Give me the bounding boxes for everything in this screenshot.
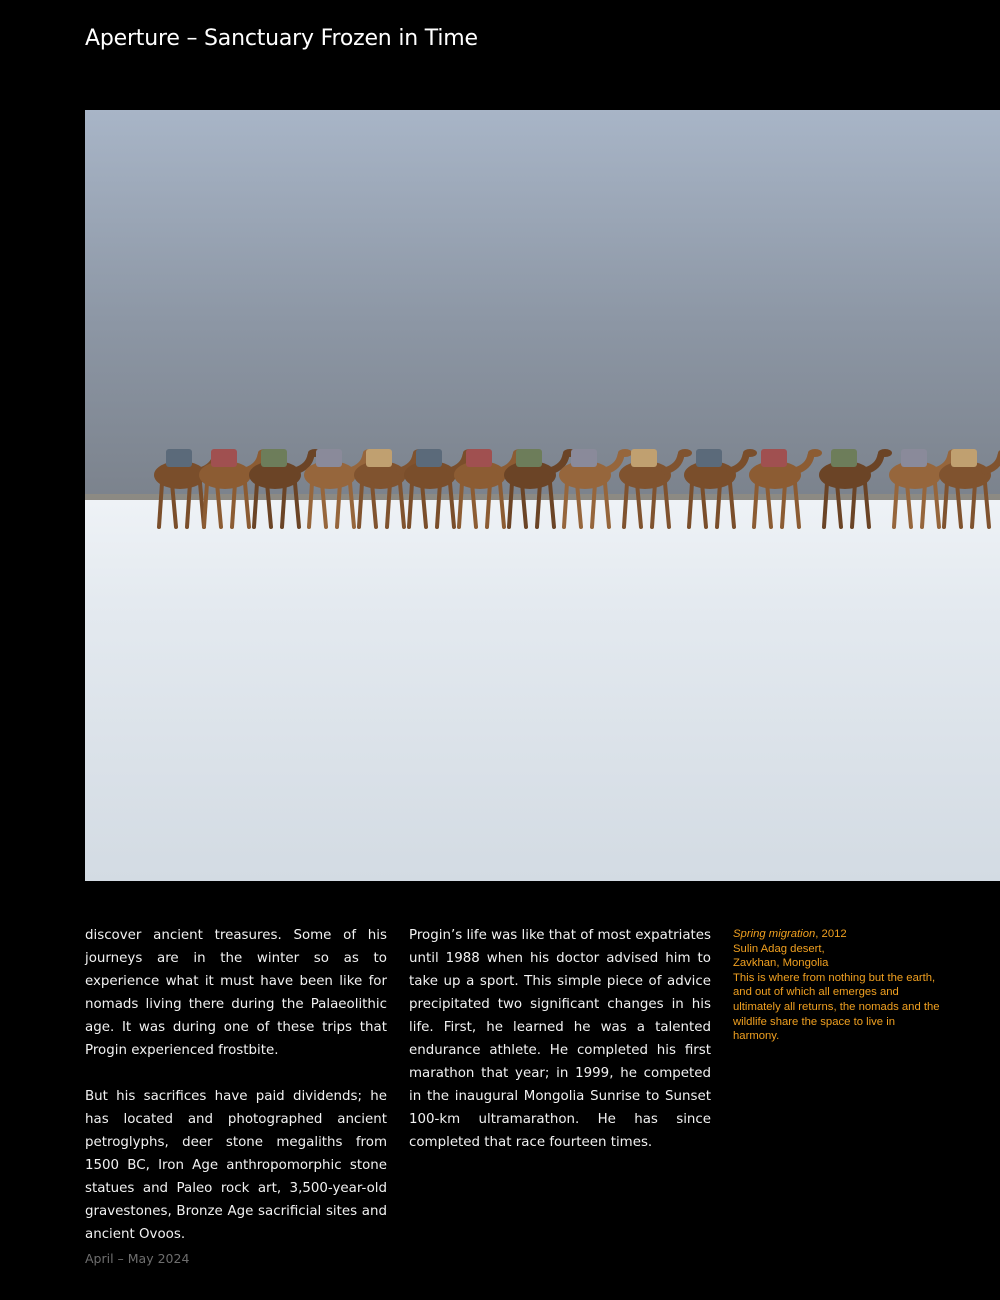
paragraph: But his sacrifices have paid dividends; he has located and photographed ancient petroglyphs, deer stone megaliths from 1500 BC, Iron Age anthropomorphic stone statues and Paleo rock art, 3,500-year-old gravestones, Bronze Age sacrificial sites and ancient Ovoos. — [85, 1089, 387, 1242]
paragraph: Progin’s life was like that of most expatriates until 1988 when his doctor advised him to take up a sport. This simple piece of advice precipitated two significant changes in his life. First, he learned he was a talented endurance athlete. He completed his first marathon that year; in 1999, he competed in the inaugural Mongolia Sunrise to Sunset 100-km ultramarathon. He has since completed that race fourteen times. — [409, 928, 711, 1150]
caption-year: , 2012 — [815, 928, 847, 940]
paragraph: discover ancient treasures. Some of his journeys are in the winter so as to experience what it must have been like for nomads living there during the Palaeolithic age. It was during one of these trips that Progin experienced frostbite. — [85, 928, 387, 1058]
caption-title — [733, 927, 943, 942]
page-title: Aperture – Sanctuary Frozen in Time — [85, 26, 478, 51]
caption-location: Zavkhan, Mongolia — [733, 957, 829, 970]
article-column-2 — [409, 924, 711, 1177]
caption-location: Sulin Adag desert, — [733, 942, 825, 955]
sky — [85, 110, 1000, 502]
camel-caravan-photo — [85, 110, 1000, 881]
issue-date: April – May 2024 — [85, 1251, 190, 1266]
snow-ground — [85, 500, 1000, 881]
article-column-1 — [85, 924, 387, 1269]
photo-caption — [733, 927, 943, 1044]
caption-title-italic: Spring migration — [733, 928, 816, 940]
caption-description: This is where from nothing but the earth, and out of which all emerges and ultimately all returns, the nomads and the wildlife share the space to live in harmony. — [733, 971, 940, 1043]
